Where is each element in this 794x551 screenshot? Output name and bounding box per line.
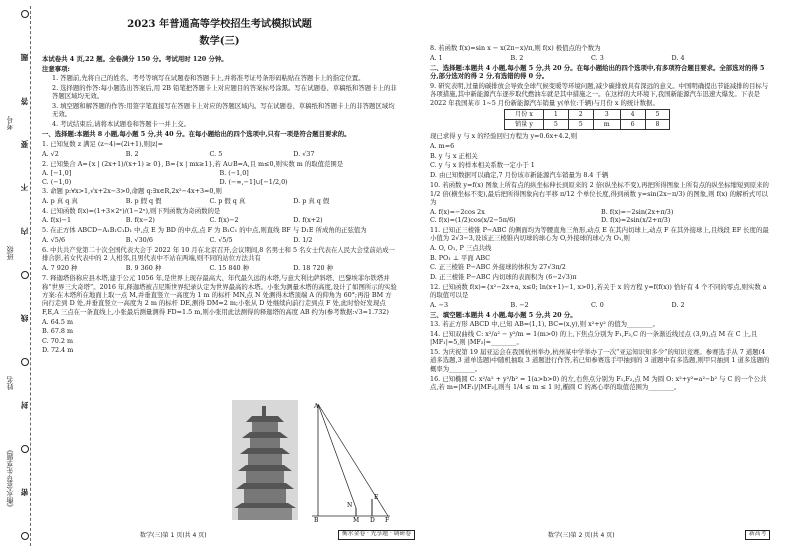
question-stem: 7. 释迦塔俗称应县木塔,建于公元 1056 年,是世界上现存最高大、年代最久远的木塔,与意大利比萨斜塔、巴黎埃菲尔铁塔并称“世界三大奇塔”。2016 年,释迦塔被吉尼斯世界纪录认定为世界最高的木塔。小张为测量木塔的高度,设计了如图所示的实验方案:在木塔所在地面上取一点 M,并垂直竖立一高度为 1 m 的标杆 MN,点 N 处测得木塔顶端 A 的仰角为 60°;再沿 BM 方向行走到 D 处,并垂直竖立一高度为 2 m 的标杆 DE,测得 DM=2 m;小张从 D 处继续向前行走到点 F 处,此时恰好发现点 F,E,A 三点在一条直线上,小张最后测量测得 FD=1.5 m,则小张用此法测得的释迦塔的高度 AB 约为(参考数据:√3≈1.732) xyxy=(42,274,397,316)
class-label: 班级 xyxy=(6,246,14,260)
option-a: A. −3 xyxy=(430,300,449,309)
option-d: D. (−∞,−1]∪[−1/2,0) xyxy=(219,177,288,186)
option-c: C. 3 xyxy=(591,53,604,62)
question-stem: 8. 若函数 f(x)=sin x − x(2π−x)/π,则 f(x) 极值点的个数为 xyxy=(430,44,601,52)
option-a: A. f(x)−1 xyxy=(42,216,72,225)
question-stem: 13. 若正方形 ABCD 中,已知 AB=(1,1), BC=(x,y),则 x²+y² 的值为________。 xyxy=(430,320,659,329)
option-c: C. 70.2 m xyxy=(42,336,74,345)
question-stem: 10. 若函数 y=f(x) 图象上所有点的纵坐标伸长到原来的 2 倍(纵坐标不变),再把所得图象上所有点的纵坐标缩短到原来的 1/2 倍(横坐标不变),最后把所得图象向右平移 π/12 个单位长度,得到函数 y=sin(2x−π/3) 的图象,则 f(x) 的解析式可以为 xyxy=(430,181,769,207)
option-a: A. 64.5 m xyxy=(42,317,73,326)
notice-heading: 注意事项: xyxy=(42,64,70,73)
question-options xyxy=(42,318,227,355)
option-c: C. f(x)=(1/2)cos(x/2−5π/6) xyxy=(430,216,516,225)
option-b: B. 9 360 种 xyxy=(125,264,162,273)
option-c: C. (−1,0) xyxy=(42,177,72,186)
option-d: D. 4 xyxy=(671,53,685,62)
question-stem: 12. 已知函数 f(x)={x²−2x+a, x≤0; ln(x+1)−1, x>0},若关于 x 的方程 y=f(f(x)) 恰好有 4 个不同的零点,则实数 a 的取值可以是 xyxy=(430,282,767,299)
question-options xyxy=(42,169,397,186)
option-a: A. 7 920 种 xyxy=(42,264,78,273)
seal-circle-icon xyxy=(21,445,29,453)
center-stamp: 衡水金卷 · 先享题 · 调研卷 xyxy=(338,530,415,540)
section-1-heading: 一、选择题:本题共 8 小题,每小题 5 分,共 40 分。在每小题给出的四个选项中,只有一项是符合题目要求的。 xyxy=(42,130,351,139)
option-d: D. f(x+2) xyxy=(293,216,323,225)
question-stem: 5. 在正方体 ABCD−A₁B₁C₁D₁ 中,点 E 为 BD 的中点,点 F 为 B₁C₁ 的中点,则直线 BF 与 D₁E 所成角的正弦值为 xyxy=(42,226,367,235)
label-f: F xyxy=(385,517,390,522)
option-b: B. p 假 q 假 xyxy=(125,196,162,205)
option-d: D. √37 xyxy=(293,149,315,158)
label-m: M xyxy=(353,517,360,522)
option-d: D. 正三棱锥 P−ABC 内切球的表面积为 (6−2√3)π xyxy=(430,272,577,281)
option-d: D. p 真 q 假 xyxy=(293,196,330,205)
seal-char: 线 xyxy=(20,314,30,322)
option-d: D. 72.4 m xyxy=(42,346,74,355)
option-b: B. PO₁ ⊥ 平面 ABC xyxy=(430,253,491,262)
seal-char: 不 xyxy=(20,183,30,192)
option-c: C. y 与 x 的样本相关系数一定小于 1 xyxy=(430,161,535,170)
option-a: A. 1 xyxy=(430,53,443,62)
option-c: C. 0 xyxy=(591,300,604,309)
page-2-number: 数学(三)第 2 页(共 4 页) xyxy=(548,532,615,539)
option-a: A. O, O₁, P 三点共线 xyxy=(430,243,492,252)
series-name: 《衡水金卷·先享题》 xyxy=(6,446,14,512)
table-cell: 5 xyxy=(543,120,568,130)
notice-item: 3. 填空题和解答题的作答:用签字笔直接写在答题卡上对应的答题区域内。写在试题卷、草稿纸和答题卡上的非答题区域均无效。 xyxy=(52,101,395,119)
seal-char: 题 xyxy=(20,53,30,62)
question-stem: 6. 中共共产党第二十次全国代表大会于 2022 年 10 月在北京召开,会议期间,8 名男士和 5 名女士代表在人民大会堂前站成一排合影,若女代表中的 2 人相邻,且男代表中不站在两端,则不同的站位方法共有 xyxy=(42,246,395,263)
label-e: E xyxy=(374,494,379,501)
seal-circle-icon xyxy=(21,358,29,366)
notice-item: 1. 答题前,先将自己的姓名、考号等填写在试题卷和答题卡上,并将准考证号条形码粘贴在答题卡上的指定位置。 xyxy=(52,74,365,83)
option-a: A. p 真 q 真 xyxy=(42,196,78,205)
option-c: C. p 假 q 真 xyxy=(209,196,246,205)
question-text: 现已求得 y 与 x 的经验回归方程为 y=0.6x+4.2,则 xyxy=(430,132,578,141)
label-a: A xyxy=(314,403,319,410)
question-options xyxy=(42,236,397,244)
option-d: D. 由已知数据可以确定,7 月份该市新能源汽车销量为 8.4 千辆 xyxy=(430,170,609,179)
option-d: D. f(x)=2sin(x/2+π/3) xyxy=(601,216,671,225)
seal-char: 要 xyxy=(20,140,30,149)
option-b: B. 67.8 m xyxy=(42,327,74,336)
table-cell: 4 xyxy=(620,110,645,120)
question-stem: 11. 已知正三棱锥 P−ABC 的侧面均为等腰直角三角形,动点 E 在其内切球上,动点 F 在其外接球上,且线段 EF 长度的最小值为 2√3−3,设该正三棱锥内切球的球心为 O,外接球的球心为 O₁,则 xyxy=(430,225,769,243)
page-1-number: 数学(三)第 1 页(共 4 页) xyxy=(140,532,207,539)
option-a: A. f(x)=−2cos 2x xyxy=(430,207,485,216)
seal-circle-icon xyxy=(21,532,29,540)
option-c: C. √5/5 xyxy=(209,236,233,245)
question-options xyxy=(42,216,397,224)
option-b: B. (−1,0] xyxy=(219,169,249,178)
name-label: 姓名 xyxy=(6,376,14,390)
table-row xyxy=(505,120,670,130)
seal-circle-icon xyxy=(21,271,29,279)
table-cell: 6 xyxy=(620,120,645,130)
question-options xyxy=(42,264,397,272)
option-b: B. f(x−2) xyxy=(125,216,155,225)
option-a: A. m=6 xyxy=(430,142,455,151)
seal-char: 封 xyxy=(20,401,30,410)
option-b: B. √30/6 xyxy=(125,236,153,245)
question-stem: 3. 命题 p:∀x>1,√x+2x−3>0,命题 q:∃x∈R,2x²−4x+3=0,则 xyxy=(42,187,222,196)
option-a: A. √2 xyxy=(42,149,59,158)
table-cell: 1 xyxy=(543,110,568,120)
tower-diagram xyxy=(232,400,392,522)
option-c: C. 15 840 种 xyxy=(209,264,250,273)
question-stem: 1. 已知复数 z 满足 (z−4)=(2i+1),则|z|= xyxy=(42,140,164,149)
question-stem: 15. 为庆祝第 19 届亚运会在我国杭州举办,杭州某中学举办了一次“亚运知识知多少”的知识竞赛。参赛选手从 7 道题(4 道多选题,3 道单选题)中随机抽取 3 道题进行作答,若已知参赛选手甲抽到的 3 道题中有多选题,则甲只抽到 1 道多选题的概率为________。 xyxy=(430,347,770,373)
option-c: C. f(x)−2 xyxy=(209,216,239,225)
question-options xyxy=(42,150,397,158)
page-1-column xyxy=(42,18,397,356)
section-3-heading: 三、填空题:本题共 4 小题,每小题 5 分,共 20 分。 xyxy=(430,310,577,319)
table-cell: 5 xyxy=(645,110,670,120)
seal-char: 内 xyxy=(20,227,30,235)
section-2-heading: 二、选择题:本题共 4 小题,每小题 5 分,共 20 分。在每小题给出的四个选项中,有多项符合题目要求。全部选对的得 5 分,部分选对的得 2 分,有选错的得 0 分。 xyxy=(430,63,765,81)
option-a: A. [−1,0] xyxy=(42,169,72,178)
table-cell: m xyxy=(593,120,620,130)
option-a: A. √5/6 xyxy=(42,236,66,245)
page-2-column xyxy=(430,44,772,393)
option-b: B. −2 xyxy=(510,300,529,309)
seal-char: 密 xyxy=(20,488,30,497)
question-options xyxy=(430,54,772,62)
question-stem: 16. 已知椭圆 C: x²/a² + y²/b² = 1(a>b>0) 的左,右焦点分别为 F₁,F₂,点 M 为圆 O: x²+y²=a²−b² 与 C 的一个公共点,若 m=|MF₁|/|MF₂|,则当 1/4 ≤ m ≤ 1 时,椭圆 C 的离心率的取值范围为________。 xyxy=(430,374,767,391)
notice-item: 2. 选择题的作答:每小题选出答案后,用 2B 铅笔把答题卡上对应题目的答案标号涂黑。写在试题卷、草稿纸和答题卡上的非答题区域均无效。 xyxy=(52,83,397,101)
option-b: B. f(x)=−2sin(2x+π/3) xyxy=(601,207,674,216)
seal-circle-icon xyxy=(21,10,29,18)
question-stem: 14. 已知双曲线 C: x²/a² − y²/m = 1(m>0) 的上,下焦点分别为 F₁,F₂,C 的一条渐近线过点 (3,9),点 M 在 C 上,且 |MF₁|=5,则 |MF₂|=________。 xyxy=(430,329,758,347)
question-stem: 2. 已知集合 A={x | (2x+1)/(x+1) ≥ 0}, B={x | mx≥1},若 A∪B=A,且 m≤0,则实数 m 的取值范围是 xyxy=(42,159,344,168)
notice-item: 4. 考试结束后,请将本试题卷和答题卡一并上交。 xyxy=(52,120,190,129)
table-cell: 3 xyxy=(593,110,620,120)
option-d: D. 2 xyxy=(671,300,685,309)
table-row xyxy=(505,110,670,120)
option-c: C. 正三棱锥 P−ABC 外接球的体积为 27√3π/2 xyxy=(430,263,566,272)
option-d: D. 18 720 种 xyxy=(293,264,333,273)
question-options xyxy=(42,197,397,205)
label-d: D xyxy=(370,517,375,522)
option-b: B. y 与 x 正相关 xyxy=(430,151,478,160)
option-b: B. 2 xyxy=(510,53,524,62)
seal-char: 答 xyxy=(20,97,30,105)
table-cell: 2 xyxy=(568,110,593,120)
option-c: C. 5 xyxy=(209,149,223,158)
option-b: B. 2 xyxy=(125,149,139,158)
option-d: D. 1/2 xyxy=(293,236,313,245)
question-options xyxy=(430,208,772,225)
page-title: 2023 年普通高等学校招生考试模拟试题 xyxy=(127,18,312,30)
binding-divider xyxy=(30,6,31,546)
table-cell: 5 xyxy=(568,120,593,130)
question-options xyxy=(430,301,772,309)
notice-intro: 本试卷共 4 页,22 题。全卷满分 150 分。考试用时 120 分钟。 xyxy=(42,54,228,63)
question-stem: 4. 已知函数 f(x)=(1+3×2ˣ)/(1−2ˣ),则下列函数为奇函数的是 xyxy=(42,206,221,215)
exam-no-label: 考号 xyxy=(6,116,14,130)
table-cell: 8 xyxy=(645,120,670,130)
question-stem: 9. 研究表明,过量的碳排放会导致全球气候变暖等环境问题,减少碳排放具有深远的意义。中国明确提出节能减排的目标与各项措施,其中新能源汽车逐步取代燃油车就是其中措施之一。在这样的大环境下,我国新能源汽车迅速大爆发。下表是 2022 年我国某市 1~5 月份新能源汽车销量 y(单位:千辆)与月份 x 的统计数据。 xyxy=(430,81,769,107)
sales-table xyxy=(504,109,670,130)
new-gaokao-stamp: 新高考 xyxy=(745,530,770,540)
label-b: B xyxy=(314,517,319,522)
table-cell: 月份 x xyxy=(505,110,544,120)
table-cell: 销量 y xyxy=(505,120,544,130)
label-n: N xyxy=(347,502,353,509)
page-subtitle: 数学(三) xyxy=(199,35,240,48)
